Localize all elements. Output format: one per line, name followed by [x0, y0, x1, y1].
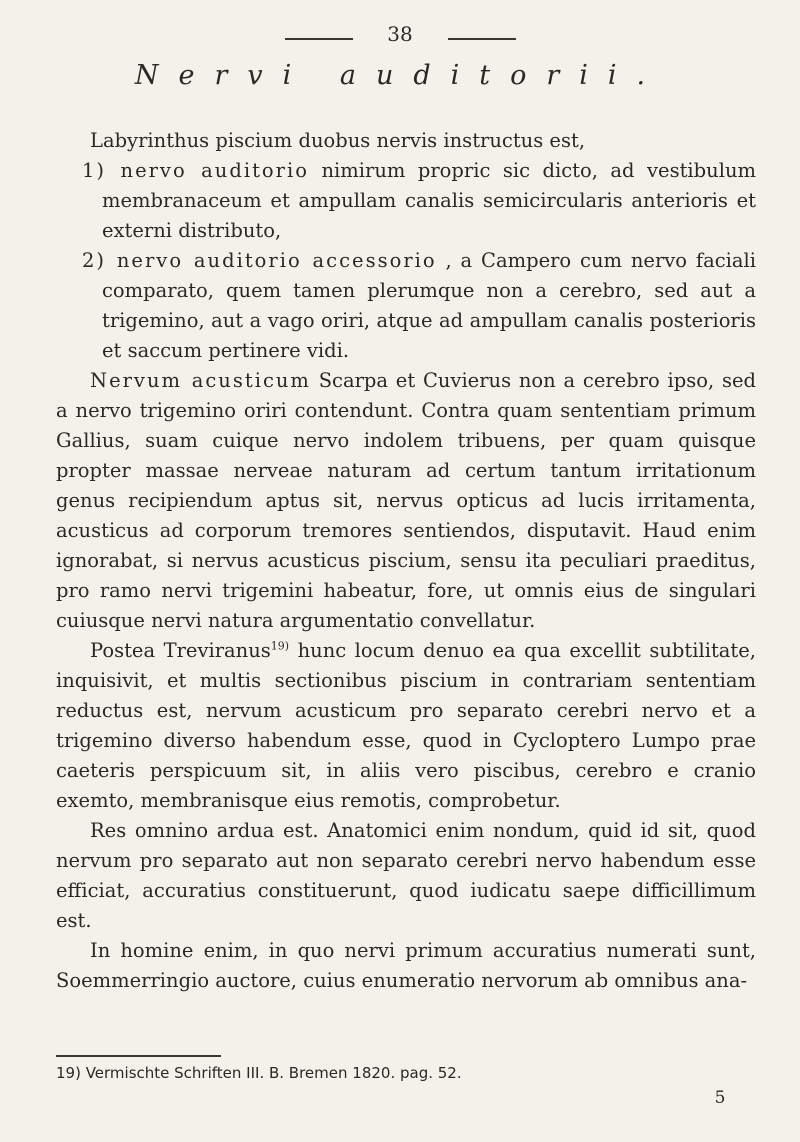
enum-text-2: , a Campero cum nervo faciali comparato, quem tamen plerumque non a cerebro, sed aut a trigemino, aut a vago oriri, atque ad ampullam canalis posterioris et saccum pertinere vidi. [102, 249, 757, 362]
paragraph-nervum [56, 366, 756, 636]
paragraph-intro: Labyrinthus piscium duobus nervis instructus est, [90, 129, 586, 152]
lead-words-treviranus: Postea Treviranus [90, 639, 271, 662]
footnote: 19) Vermischte Schriften III. B. Bremen 1820. pag. 52. [56, 1064, 462, 1082]
section-title: Nervi auditorii. [134, 60, 666, 91]
lead-words-1: 1) nervo auditorio [82, 159, 309, 182]
paragraph-treviranus-text: hunc locum denuo ea qua excellit subtilitate, inquisivit, et multis sectionibus piscium in contrariam sententiam reductus est, nervum acusticum pro separato cerebri nervo et a trigemino diverso habendum esse, quod in Cycloptero Lumpo prae caeteris perspicuum sit, in aliis vero piscibus, cerebro e cranio exemto, membranisque eius remotis, comprobetur. [56, 639, 756, 812]
body-text [56, 126, 756, 996]
paragraph-res: Res omnino ardua est. Anatomici enim nondum, quid id sit, quod nervum pro separato aut non separato cerebri nervo habendum esse efficiat, accuratius constituerunt, quod iudicatu saepe difficillimum est. [56, 819, 756, 932]
lead-words-2: 2) nervo auditorio accessorio [82, 249, 437, 272]
header-rule-right [448, 38, 516, 40]
lead-words-nervum: Nervum acusticum [90, 369, 311, 392]
footnote-rule [56, 1055, 221, 1057]
signature-mark: 5 [714, 1088, 726, 1108]
header-rule-left [285, 38, 353, 40]
enum-text-1: nimirum propric sic dicto, ad vestibulum membranaceum et ampullam canalis semicircularis anterioris et externi distributo, [102, 159, 756, 242]
paragraph-homine: In homine enim, in quo nervi primum accuratius numerati sunt, Soemmerringio auctore, cuius enumeratio nervorum ab omnibus ana- [56, 939, 756, 992]
enum-item-2 [56, 246, 756, 366]
page-header [0, 8, 800, 48]
paragraph-nervum-text: Scarpa et Cuvierus non a cerebro ipso, sed a nervo trigemino oriri contendunt. Contra quam sententiam primum Gallius, suam cuique nervo indolem tribuens, per quam quisque propter massae nerveae naturam ad certum tantum irritationum genus recipiendum aptus sit, nervus opticus ad lucis irritamenta, acusticus ad corporum tremores sentiendos, disputavit. Haud enim ignorabat, si nervus acusticus piscium, sensu ita peculiari praeditus, pro ramo nervi trigemini habeatur, fore, ut omnis eius de singulari cuiusque nervi natura argumentatio convellatur. [56, 369, 756, 632]
enum-item-1 [56, 156, 756, 246]
footnote-ref: 19) [270, 639, 290, 653]
paragraph-treviranus [56, 636, 756, 816]
page-number: 38 [387, 22, 413, 46]
